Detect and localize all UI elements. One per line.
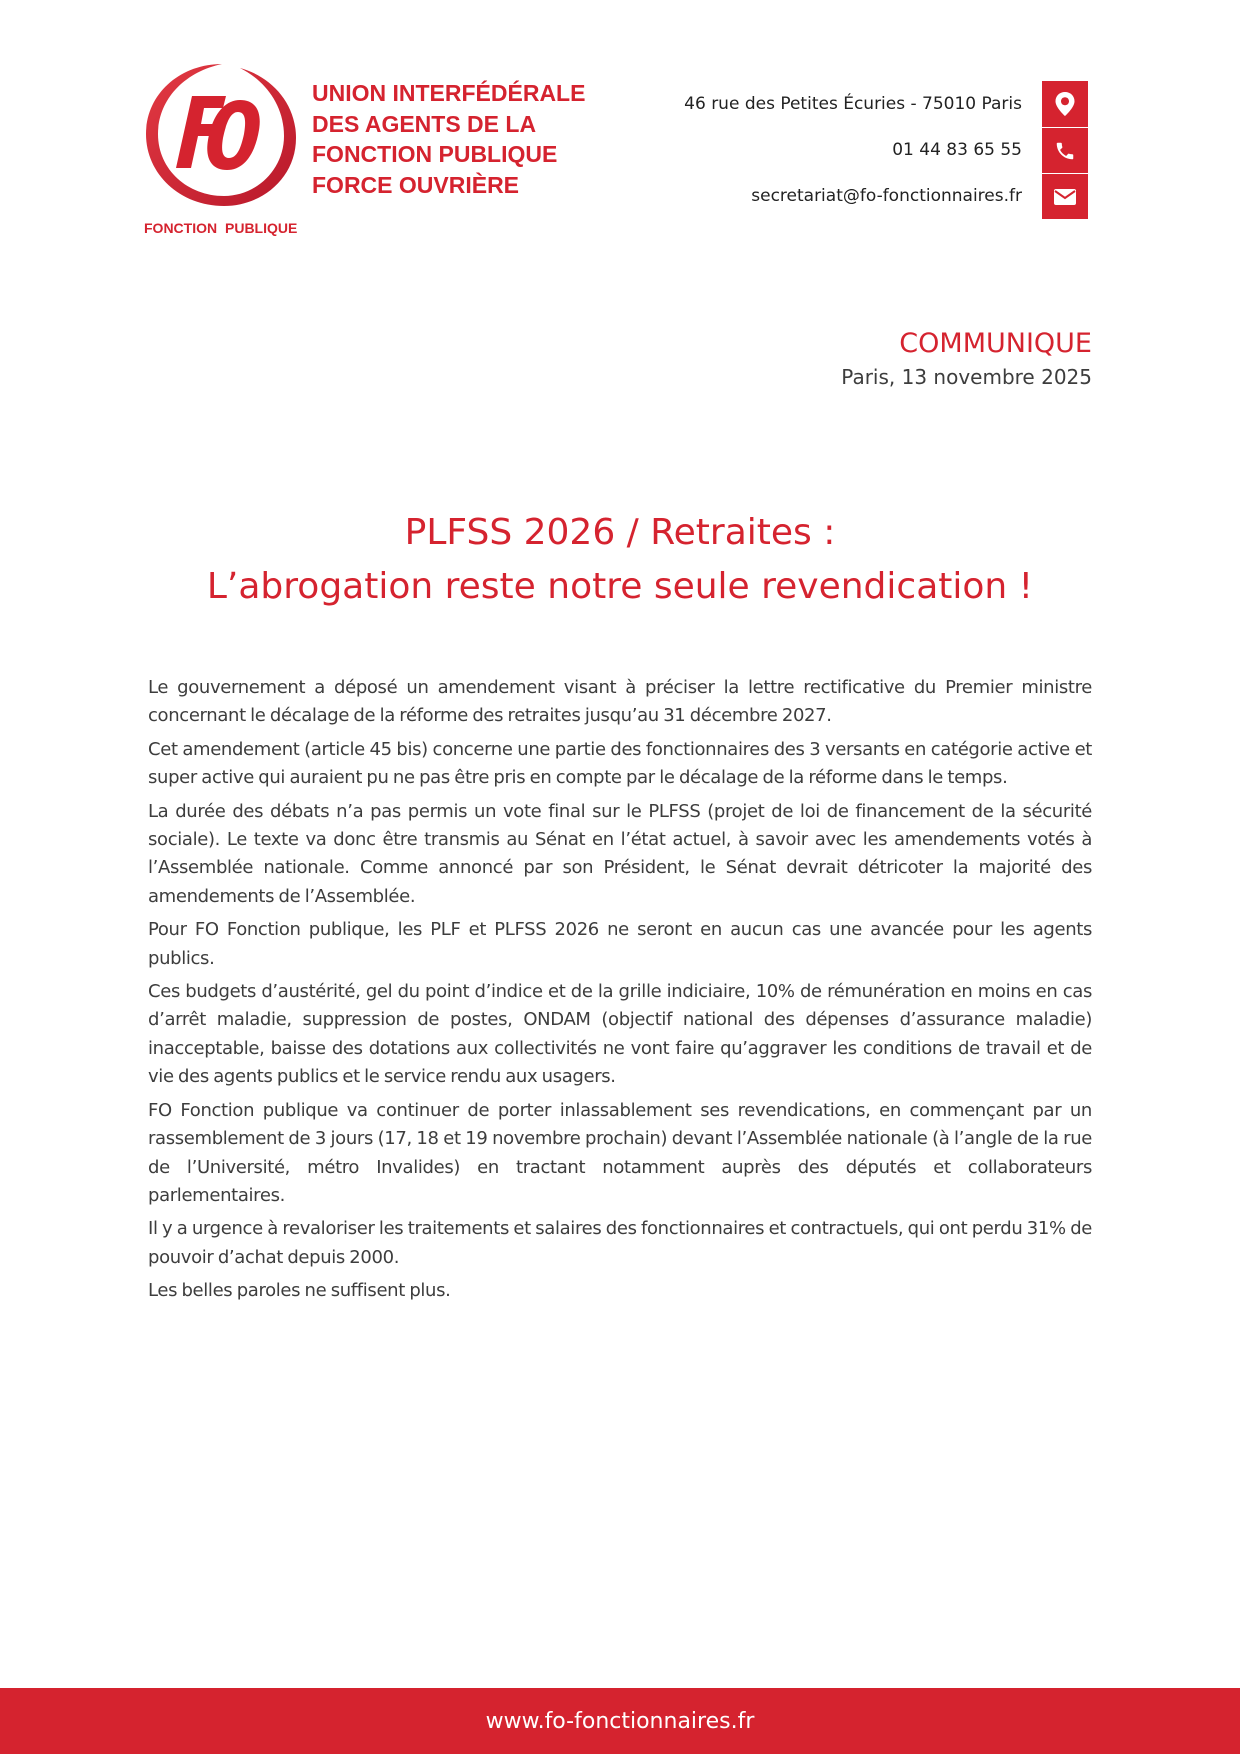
contact-address-row (568, 81, 1088, 127)
svg-text:FONCTION PUBLIQUE (144, 220, 297, 236)
location-pin-icon (1042, 81, 1088, 127)
logo-caption-light: FONCTION (144, 220, 218, 236)
body-paragraph: Le gouvernement a déposé un amendement visant à préciser la lettre rectificative du Premier ministre concernant le décalage de la réforme des retraites jusqu’au 31 décembre 2027. (148, 677, 1092, 727)
body-paragraph: Cet amendement (article 45 bis) concerne une partie des fonctionnaires des 3 versants en catégorie active et super active qui auraient pu ne pas être pris en compte par le décalage de la réforme dans le temps. (148, 738, 1092, 789)
document-type: COMMUNIQUE (899, 328, 1092, 359)
org-name-line: UNION INTERFÉDÉRALE (312, 80, 586, 106)
title-line: L’abrogation reste notre seule revendication ! (206, 566, 1034, 607)
organization-name (312, 78, 585, 200)
contact-address: 46 rue des Petites Écuries - 75010 Paris (684, 94, 1022, 114)
footer-bar (0, 1688, 1240, 1754)
phone-icon (1042, 127, 1088, 173)
document-date: Paris, 13 novembre 2025 (841, 365, 1092, 389)
org-name-line: FONCTION PUBLIQUE (312, 141, 558, 167)
body-paragraph: La durée des débats n’a pas permis un vote final sur le PLFSS (projet de loi de financement de la sécurité sociale). Le texte va donc être transmis au Sénat en l’état actuel, à savoir avec les amendements votés à l’Assemblée nationale. Comme annoncé par son Président, le Sénat devrait détricoter la majorité des amendements de l’Assemblée. (148, 800, 1092, 907)
org-name-line: FORCE OUVRIÈRE (312, 171, 520, 198)
contact-email[interactable]: secretariat@fo-fonctionnaires.fr (751, 186, 1022, 206)
contact-phone[interactable]: 01 44 83 65 55 (892, 140, 1022, 160)
footer-website-link[interactable]: www.fo-fonctionnaires.fr (485, 1708, 755, 1734)
body-paragraph: Les belles paroles ne suffisent plus. (148, 1280, 451, 1302)
body-paragraph: Pour FO Fonction publique, les PLF et PLFSS 2026 ne seront en aucun cas une avancée pour les agents publics. (148, 919, 1092, 969)
contact-block (568, 81, 1088, 219)
envelope-icon (1042, 173, 1088, 219)
logo-caption-bold: PUBLIQUE (225, 220, 298, 236)
body-paragraph: Il y a urgence à revaloriser les traitements et salaires des fonctionnaires et contractuels, qui ont perdu 31% de pouvoir d’achat depuis 2000. (148, 1218, 1092, 1268)
title-line: PLFSS 2026 / Retraites : (404, 512, 836, 553)
fo-logo (144, 62, 300, 238)
org-name-line: DES AGENTS DE LA (312, 110, 537, 137)
body-text (148, 674, 1092, 1311)
body-paragraph: Ces budgets d’austérité, gel du point d’indice et de la grille indiciaire, 10% de rémunération en moins en cas d’arrêt maladie, suppression de postes, ONDAM (objectif national des dépenses d’assurance maladie) inacceptable, baisse des dotations aux collectivités ne vont faire qu’aggraver les conditions de travail et de vie des agents publics et le service rendu aux usagers. (148, 981, 1092, 1088)
contact-email-row (568, 173, 1088, 219)
contact-phone-row (568, 127, 1088, 173)
page-title (148, 506, 1092, 614)
body-paragraph: FO Fonction publique va continuer de porter inlassablement ses revendications, en commençant par un rassemblement de 3 jours (17, 18 et 19 novembre prochain) devant l’Assemblée nationale (à l’angle de la rue de l’Université, métro Invalides) en tractant notamment auprès des députés et collaborateurs parlementaires. (148, 1099, 1092, 1206)
fo-logo-graphic (144, 62, 300, 238)
